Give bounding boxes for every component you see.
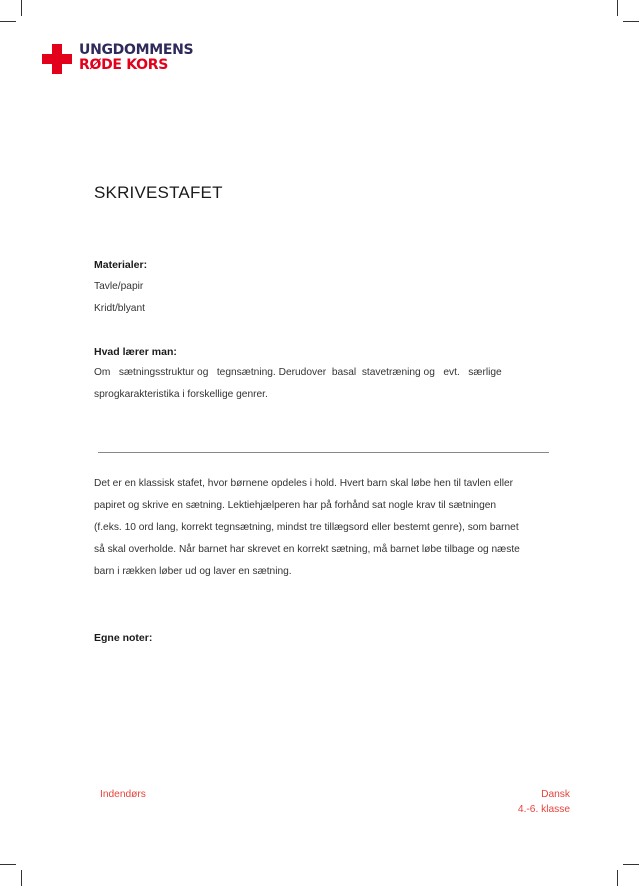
description-line: Det er en klassisk stafet, hvor børnene opdeles i hold. Hvert barn skal løbe hen til tavlen eller [94, 478, 514, 489]
description-line: papiret og skrive en sætning. Lektiehjælperen har på forhånd sat nogle krav til sætningen [94, 500, 497, 511]
crop-mark [0, 21, 16, 22]
logo-line-1: UNGDOMMENS [79, 42, 194, 58]
materials-heading: Materialer: [94, 259, 148, 271]
crop-mark [21, 870, 22, 886]
description-line: (f.eks. 10 ord lang, korrekt tegnsætning, mindst tre tillægsord eller bestemt genre), som barnet [94, 522, 519, 533]
materials-item: Tavle/papir [94, 281, 144, 292]
logo-line-2: RØDE KORS [79, 57, 169, 73]
crop-mark [0, 864, 16, 865]
crop-mark [617, 870, 618, 886]
crop-mark [21, 0, 22, 16]
crop-mark [617, 0, 618, 16]
footer-grade: 4.-6. klasse [517, 804, 570, 815]
crop-mark [623, 864, 639, 865]
footer-subject: Dansk [541, 789, 570, 800]
notes-heading: Egne noter: [94, 632, 153, 644]
learn-text-line: Om sætningsstruktur og tegnsætning. Derudover basal stavetræning og evt. særlige [94, 367, 502, 378]
page-title: SKRIVESTAFET [94, 183, 223, 202]
red-cross-icon [42, 44, 72, 74]
divider [98, 452, 549, 453]
footer-location: Indendørs [100, 789, 146, 800]
learn-text-line: sprogkarakteristika i forskellige genrer. [94, 389, 268, 400]
description-line: så skal overholde. Når barnet har skrevet en korrekt sætning, må barnet løbe tilbage og næste [94, 544, 520, 555]
learn-heading: Hvad lærer man: [94, 346, 177, 358]
crop-mark [623, 21, 639, 22]
logo-wordmark [79, 43, 193, 73]
description-line: barn i rækken løber ud og laver en sætning. [94, 566, 292, 577]
materials-item: Kridt/blyant [94, 303, 145, 314]
ungdommens-rode-kors-logo [42, 42, 194, 78]
